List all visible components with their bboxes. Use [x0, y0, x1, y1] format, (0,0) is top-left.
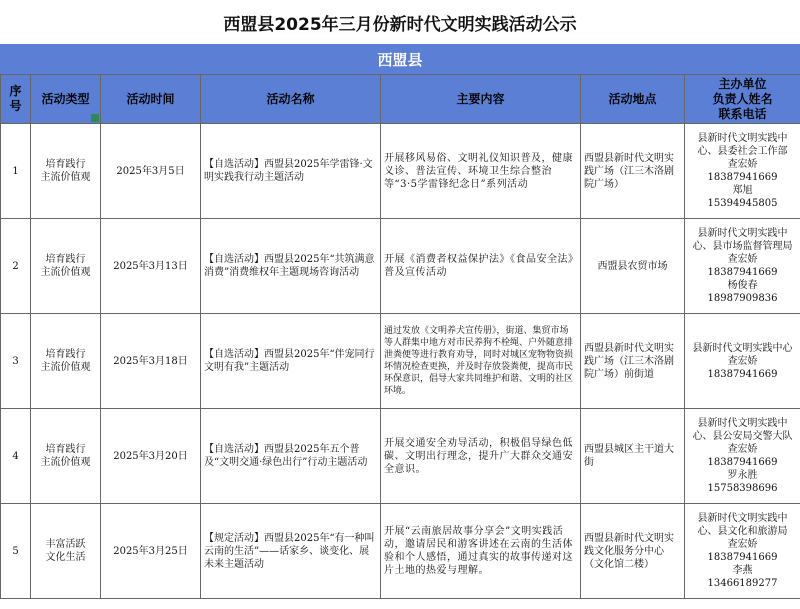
- header-place: 活动地点: [581, 75, 685, 124]
- cell-place: 西盟县新时代文明实践广场（江三木洛剧院广场）前街道: [581, 314, 685, 409]
- header-content: 主要内容: [381, 75, 581, 124]
- cell-time: 2025年3月18日: [101, 314, 201, 409]
- cell-time: 2025年3月5日: [101, 124, 201, 219]
- cell-name: 【自选活动】西盟县2025年五个普及“文明交通·绿色出行”行动主题活动: [201, 409, 381, 504]
- cell-type: 培育践行 主流价值观: [31, 314, 101, 409]
- cell-type: 培育践行 主流价值观: [31, 409, 101, 504]
- cell-content: 开展《消费者权益保护法》《食品安全法》普及宣传活动: [381, 219, 581, 314]
- cell-place: 西盟县新时代文明实践文化服务分中心（文化馆二楼）: [581, 504, 685, 599]
- table-row: [1, 314, 800, 409]
- cell-org: 县新时代文明实践中心、县文化和旅游局 查宏娇 18387941669 李燕 13466189277: [685, 504, 800, 599]
- table-row: [1, 219, 800, 314]
- cell-type: 培育践行 主流价值观: [31, 219, 101, 314]
- cell-no: 4: [1, 409, 31, 504]
- header-type-label: 活动类型: [41, 91, 90, 106]
- cell-no: 3: [1, 314, 31, 409]
- cell-name: 【规定活动】西盟县2025年“有一种叫云南的生活”——话家乡、谈变化、展未来主题活动: [201, 504, 381, 599]
- cell-no: 2: [1, 219, 31, 314]
- cell-time: 2025年3月13日: [101, 219, 201, 314]
- table-row: [1, 124, 800, 219]
- cell-type: 培育践行 主流价值观: [31, 124, 101, 219]
- cell-no: 5: [1, 504, 31, 599]
- header-org: 主办单位 负责人姓名 联系电话: [685, 75, 800, 124]
- cell-place: 西盟县农贸市场: [581, 219, 685, 314]
- cell-content: 开展交通安全劝导活动，积极倡导绿色低碳、文明出行理念，提升广大群众交通安全意识。: [381, 409, 581, 504]
- header-no: 序号: [1, 75, 31, 124]
- table-header-row: [1, 75, 800, 124]
- header-type[interactable]: [31, 75, 101, 124]
- cell-place: 西盟县城区主干道大街: [581, 409, 685, 504]
- cell-no: 1: [1, 124, 31, 219]
- activity-table: [0, 74, 800, 599]
- cell-org: 县新时代文明实践中心、县市场监督管理局 查宏娇 18387941669 杨俊春 18987909836: [685, 219, 800, 314]
- cell-time: 2025年3月25日: [101, 504, 201, 599]
- region-banner: 西盟县: [0, 44, 800, 74]
- cell-org: 县新时代文明实践中心、县委社会工作部 查宏娇 18387941669 郑旭 15394945805: [685, 124, 800, 219]
- cell-content: 通过发放《文明养犬宣传册》，街道、集贸市场等人群集中地方对市民养狗不栓绳、户外随意排泄粪便等进行教育劝导，同时对城区宠物物资损坏情况检查更换，并及时存放袋粪便，提高市民环保意识，倡导大家共同维护和谐、文明的社区环境。: [381, 314, 581, 409]
- cell-type: 丰富活跃 文化生活: [31, 504, 101, 599]
- page-title: 西盟县2025年三月份新时代文明实践活动公示: [0, 0, 800, 45]
- cell-place: 西盟县新时代文明实践广场（江三木洛剧院广场）: [581, 124, 685, 219]
- cell-org: 县新时代文明实践中心 查宏娇 18387941669: [685, 314, 800, 409]
- header-time: 活动时间: [101, 75, 201, 124]
- table-row: [1, 504, 800, 599]
- header-name: 活动名称: [201, 75, 381, 124]
- table-row: [1, 409, 800, 504]
- cell-name: 【自选活动】西盟县2025年学雷锋·文明实践我行动主题活动: [201, 124, 381, 219]
- cell-time: 2025年3月20日: [101, 409, 201, 504]
- filter-marker-icon[interactable]: [91, 114, 99, 122]
- cell-name: 【自选活动】西盟县2025年“伴宠同行 文明有我”主题活动: [201, 314, 381, 409]
- cell-name: 【自选活动】西盟县2025年“共筑满意消费”消费维权年主题现场咨询活动: [201, 219, 381, 314]
- cell-content: 开展移风易俗、文明礼仪知识普及，健康义诊、普法宣传、环境卫生综合整治等“3·5学雷锋纪念日”系列活动: [381, 124, 581, 219]
- cell-org: 县新时代文明实践中心、县公安局交警大队 查宏娇 18387941669 罗永胜 15758398696: [685, 409, 800, 504]
- cell-content: 开展“云南旅居故事分享会”文明实践活动，邀请居民和游客讲述在云南的生活体验和个人感悟，通过真实的故事传递对这片土地的热爱与理解。: [381, 504, 581, 599]
